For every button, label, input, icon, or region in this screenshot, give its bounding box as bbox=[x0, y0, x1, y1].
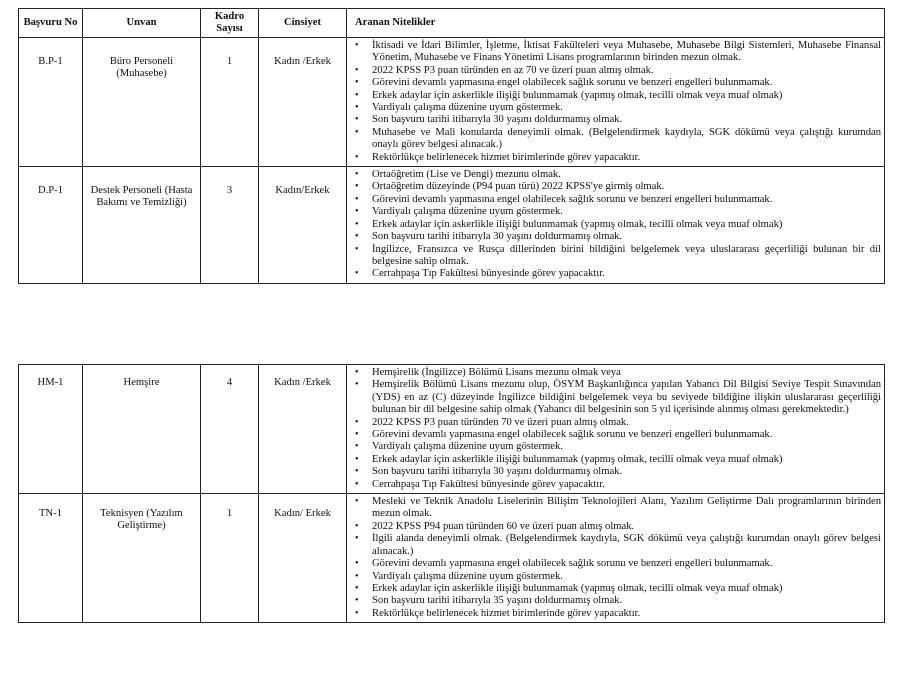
gender: Kadın/Erkek bbox=[259, 167, 347, 284]
application-no: B.P-1 bbox=[19, 38, 83, 167]
header-no: Başvuru No bbox=[19, 9, 83, 38]
requirements-list bbox=[350, 367, 881, 491]
position-count: 1 bbox=[201, 38, 259, 167]
requirement-item: • Rektörlükçe belirlenecek hizmet birimlerinde görev yapacaktır. bbox=[372, 152, 881, 164]
requirement-item: • Son başvuru tarihi itibarıyla 30 yaşını doldurmamış olmak. bbox=[372, 114, 881, 126]
requirements bbox=[347, 38, 885, 167]
requirement-item: • Görevini devamlı yapmasına engel olabilecek sağlık sorunu ve benzeri engelleri bulunmamak. bbox=[372, 558, 881, 570]
requirements-list bbox=[350, 40, 881, 164]
requirements bbox=[347, 365, 885, 494]
position-count: 4 bbox=[201, 365, 259, 494]
requirement-item: • Cerrahpaşa Tıp Fakültesi bünyesinde görev yapacaktır. bbox=[372, 479, 881, 491]
requirement-item: • Erkek adaylar için askerlikle ilişiği bulunmamak (yapmış olmak, tecilli olmak veya muaf olmak) bbox=[372, 454, 881, 466]
header-nitelikler: Aranan Nitelikler bbox=[347, 9, 885, 38]
table-row bbox=[19, 494, 885, 623]
gender: Kadın/ Erkek bbox=[259, 494, 347, 623]
requirement-item: • Erkek adaylar için askerlikle ilişiği bulunmamak (yapmış olmak, tecilli olmak veya muaf olmak) bbox=[372, 90, 881, 102]
table-row bbox=[19, 167, 885, 284]
requirement-item: • Muhasebe ve Mali konularda deneyimli olmak. (Belgelendirmek kaydıyla, SGK dökümü veya çalıştığı kurumdan onaylı görev belgesi alınacak.) bbox=[372, 127, 881, 152]
application-no: TN-1 bbox=[19, 494, 83, 623]
requirement-item: • İngilizce, Fransızca ve Rusça dillerinden birini bildiğini belgelemek veya uluslararası geçerliliği bulunan bir dil belgesine sahip olmak. bbox=[372, 244, 881, 269]
position-title: Teknisyen (Yazılım Geliştirme) bbox=[83, 494, 201, 623]
position-title: Büro Personeli (Muhasebe) bbox=[83, 38, 201, 167]
requirement-item: • Erkek adaylar için askerlikle ilişiği bulunmamak (yapmış olmak, tecilli olmak veya muaf olmak) bbox=[372, 219, 881, 231]
requirement-item: • Cerrahpaşa Tıp Fakültesi bünyesinde görev yapacaktır. bbox=[372, 268, 881, 280]
positions-table-2 bbox=[18, 364, 885, 623]
header-row bbox=[19, 9, 885, 38]
requirement-item: • Vardiyalı çalışma düzenine uyum göstermek. bbox=[372, 206, 881, 218]
requirement-item: • Vardiyalı çalışma düzenine uyum göstermek. bbox=[372, 102, 881, 114]
requirement-item: • Son başvuru tarihi itibarıyla 35 yaşını doldurmamış olmak. bbox=[372, 595, 881, 607]
requirements bbox=[347, 494, 885, 623]
requirements-list bbox=[350, 496, 881, 620]
position-title: Destek Personeli (Hasta Bakımı ve Temizliği) bbox=[83, 167, 201, 284]
requirement-item: • Hemşirelik (İngilizce) Bölümü Lisans mezunu olmak veya bbox=[372, 367, 881, 379]
table-row bbox=[19, 38, 885, 167]
requirements bbox=[347, 167, 885, 284]
requirement-item: • İlgili alanda deneyimli olmak. (Belgelendirmek kaydıyla, SGK dökümü veya çalıştığı kurumdan onaylı görev belgesi alınacak.) bbox=[372, 533, 881, 558]
table-row bbox=[19, 365, 885, 494]
gender: Kadın /Erkek bbox=[259, 365, 347, 494]
requirement-item: • Erkek adaylar için askerlikle ilişiği bulunmamak (yapmış olmak, tecilli olmak veya muaf olmak) bbox=[372, 583, 881, 595]
requirement-item: • 2022 KPSS P94 puan türünden 60 ve üzeri puan almış olmak. bbox=[372, 521, 881, 533]
requirement-item: • Mesleki ve Teknik Anadolu Liselerinin Bilişim Teknolojileri Alanı, Yazılım Geliştirme Dalı programlarının birinden mezun olmak. bbox=[372, 496, 881, 521]
position-title: Hemşire bbox=[83, 365, 201, 494]
position-count: 1 bbox=[201, 494, 259, 623]
header-cinsiyet: Cinsiyet bbox=[259, 9, 347, 38]
gender: Kadın /Erkek bbox=[259, 38, 347, 167]
application-no: HM-1 bbox=[19, 365, 83, 494]
requirement-item: • İktisadi ve İdari Bilimler, İşletme, İktisat Fakülteleri veya Muhasebe, Muhasebe Bilgi Sistemleri, Muhasebe Finansal Yönetim, Muhasebe ve Finans Yönetimi Lisans programlarının birinden mezun olmak. bbox=[372, 40, 881, 65]
application-no: D.P-1 bbox=[19, 167, 83, 284]
requirements-list bbox=[350, 169, 881, 281]
requirement-item: • Görevini devamlı yapmasına engel olabilecek sağlık sorunu ve benzeri engelleri bulunmamak. bbox=[372, 429, 881, 441]
requirement-item: • 2022 KPSS P3 puan türünden en az 70 ve üzeri puan almış olmak. bbox=[372, 65, 881, 77]
requirement-item: • Vardiyalı çalışma düzenine uyum göstermek. bbox=[372, 571, 881, 583]
requirement-item: • 2022 KPSS P3 puan türünden 70 ve üzeri puan almış olmak. bbox=[372, 417, 881, 429]
requirement-item: • Görevini devamlı yapmasına engel olabilecek sağlık sorunu ve benzeri engelleri bulunmamak. bbox=[372, 194, 881, 206]
position-count: 3 bbox=[201, 167, 259, 284]
requirement-item: • Görevini devamlı yapmasına engel olabilecek sağlık sorunu ve benzeri engelleri bulunmamak. bbox=[372, 77, 881, 89]
requirement-item: • Vardiyalı çalışma düzenine uyum göstermek. bbox=[372, 441, 881, 453]
header-unvan: Unvan bbox=[83, 9, 201, 38]
requirement-item: • Hemşirelik Bölümü Lisans mezunu olup, ÖSYM Başkanlığınca yapılan Yabancı Dil Bilgisi Seviye Tespit Sınavından (YDS) en az (C) düzeyinde İngilizce bildiğini belgelemek veya bu seviyede bildiğine ilişkin uluslararası geçerliliği bulunan bir dil belgesine sahip olmak (Yabancı dil belgesinin son 5 yıl içerisinde alınmış olması gerekmektedir.) bbox=[372, 379, 881, 416]
requirement-item: • Ortaöğretim düzeyinde (P94 puan türü) 2022 KPSS'ye girmiş olmak. bbox=[372, 181, 881, 193]
positions-table-1 bbox=[18, 8, 885, 284]
requirement-item: • Rektörlükçe belirlenecek hizmet birimlerinde görev yapacaktır. bbox=[372, 608, 881, 620]
requirement-item: • Son başvuru tarihi itibarıyla 30 yaşını doldurmamış olmak. bbox=[372, 231, 881, 243]
requirement-item: • Ortaöğretim (Lise ve Dengi) mezunu olmak. bbox=[372, 169, 881, 181]
header-kadro: Kadro Sayısı bbox=[201, 9, 259, 38]
requirement-item: • Son başvuru tarihi itibarıyla 30 yaşını doldurmamış olmak. bbox=[372, 466, 881, 478]
